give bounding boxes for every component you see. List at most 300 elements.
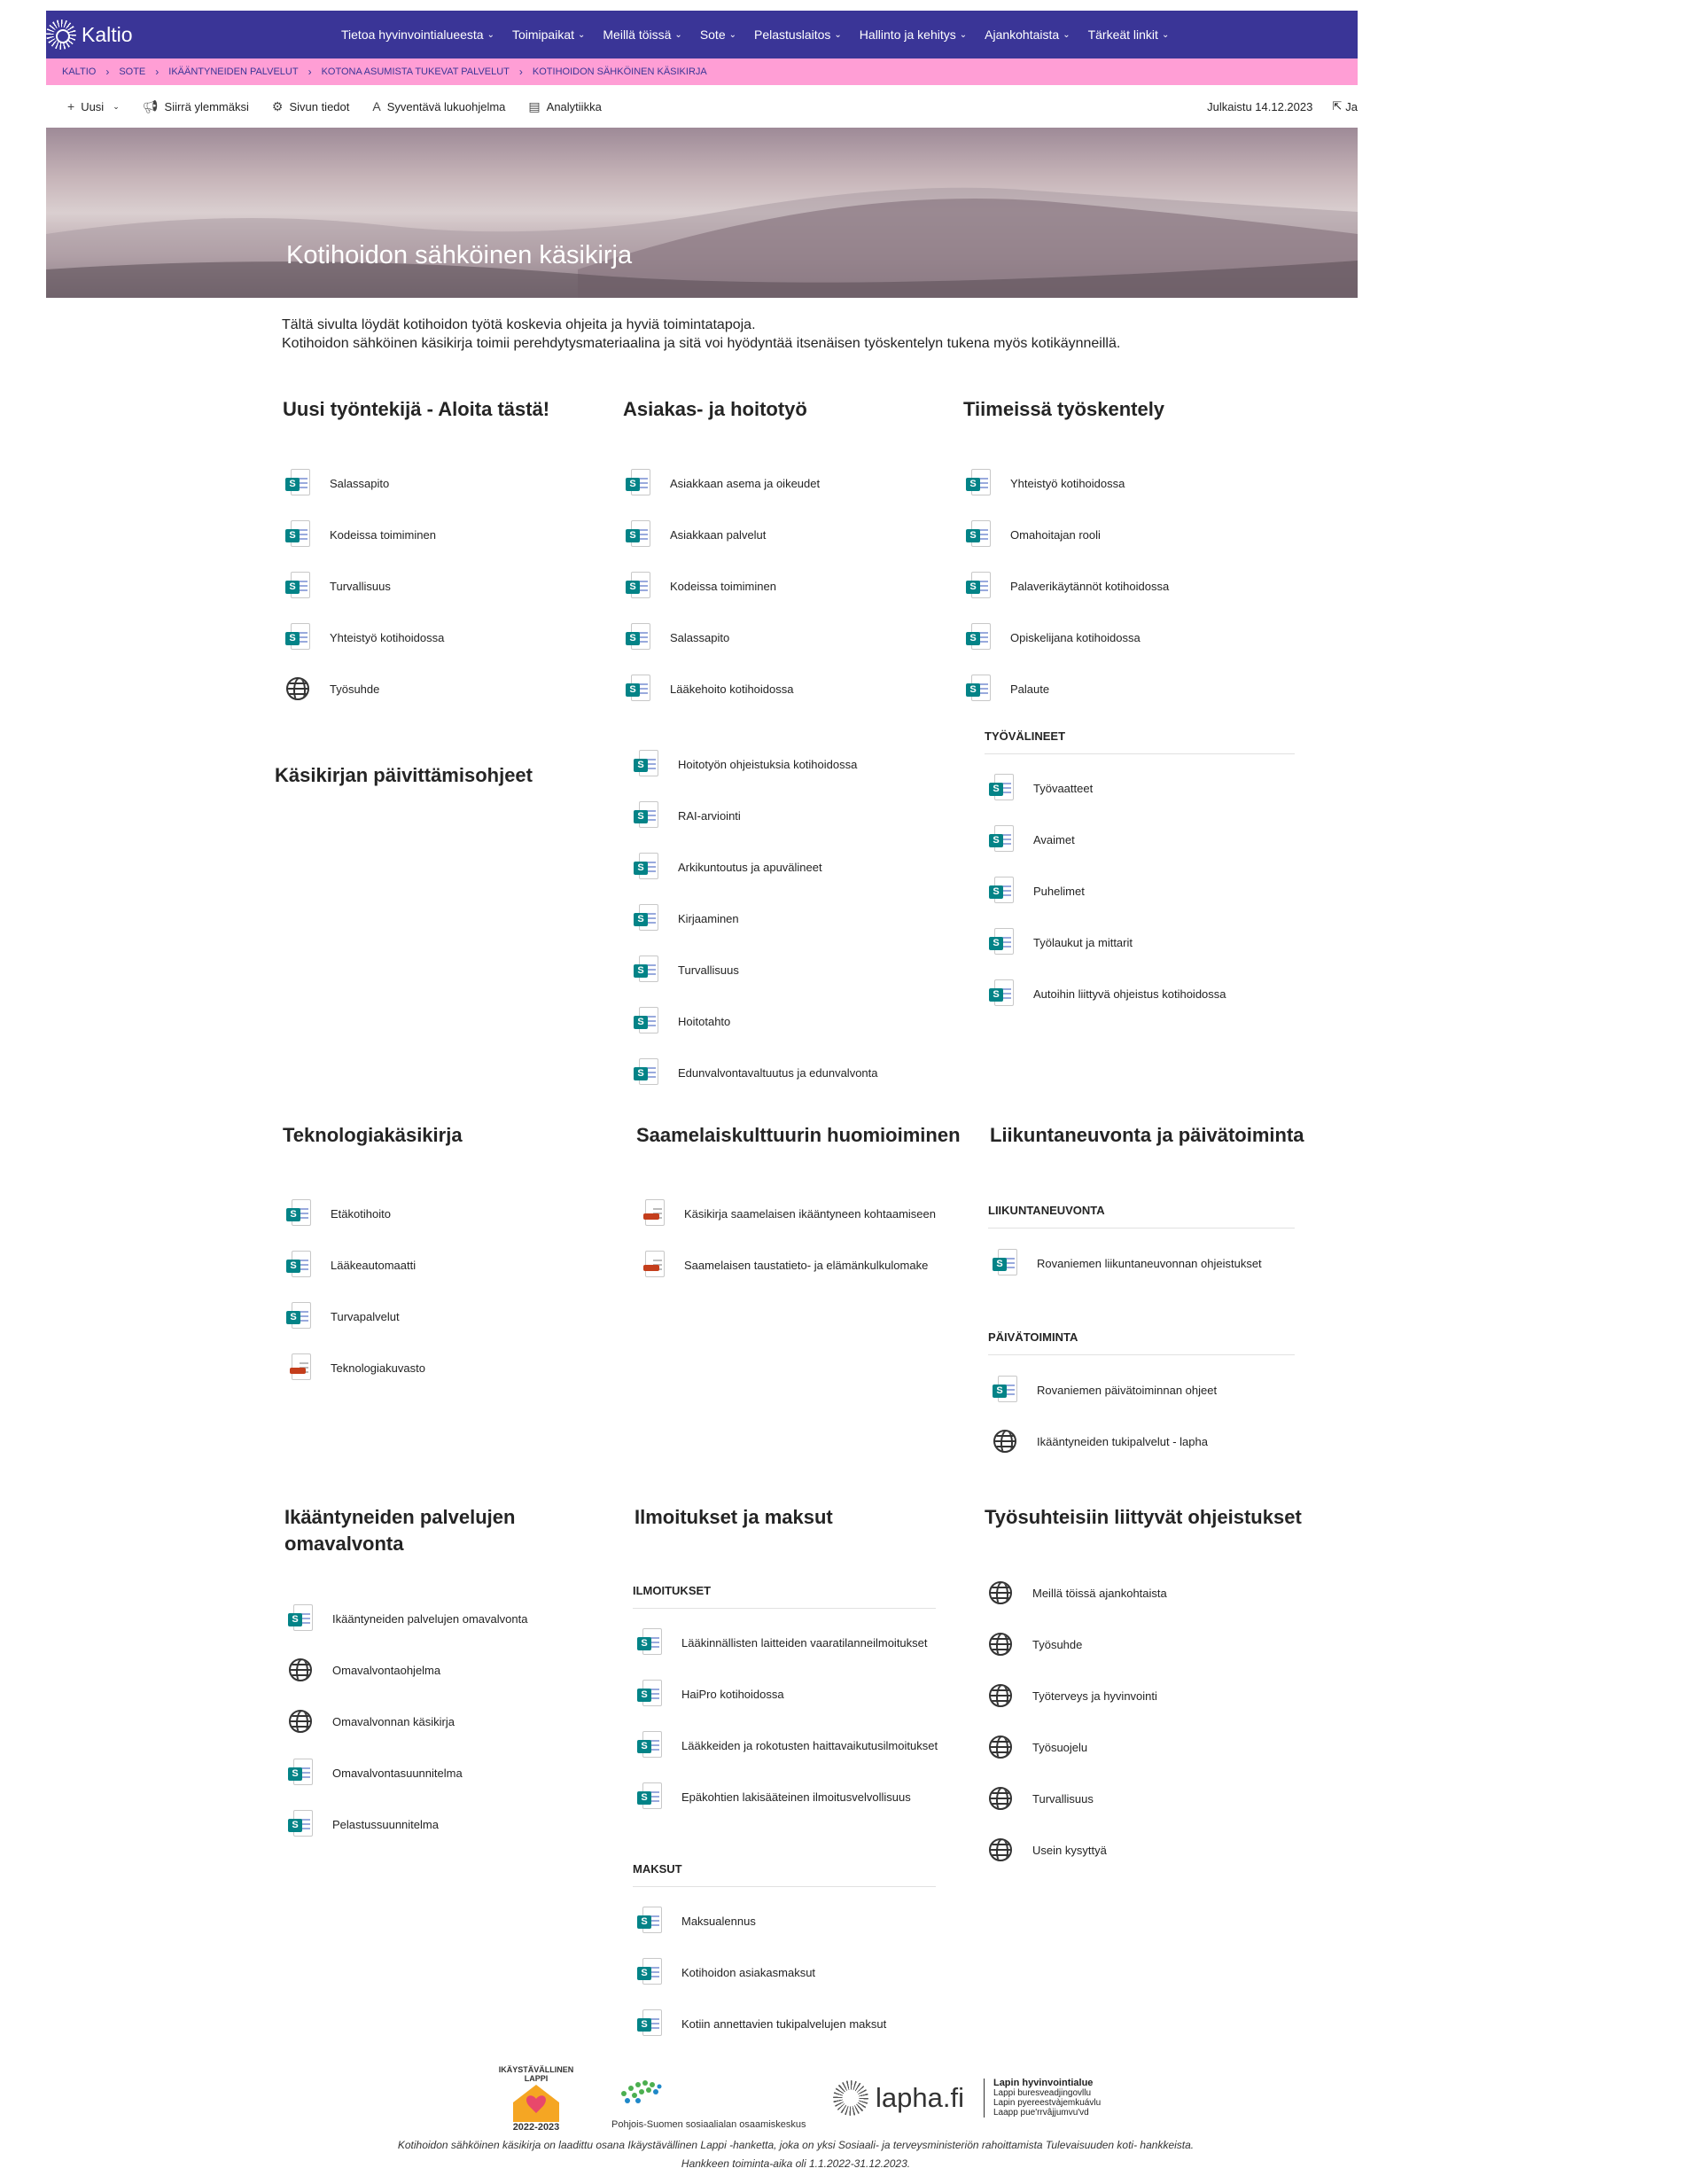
quicklink-item[interactable] <box>283 1188 425 1239</box>
sharepoint-glyph: S <box>966 572 991 600</box>
quicklink-label: Saamelaisen taustatieto- ja elämänkulkulomake <box>684 1258 929 1272</box>
self-monitoring-title-line-1: Ikääntyneiden palvelujen <box>284 1506 516 1528</box>
pss-logo <box>611 2076 815 2130</box>
sharepoint-page-icon <box>962 519 994 550</box>
quicklink-label: Kodeissa toimiminen <box>330 527 436 542</box>
quicklink-label: Etäkotihoito <box>331 1206 391 1221</box>
chevron-right-icon: › <box>518 66 523 78</box>
globe-glyph <box>289 1710 312 1733</box>
quicklink-item[interactable] <box>985 1618 1167 1670</box>
quicklink-item[interactable] <box>622 560 820 612</box>
quicklink-item[interactable] <box>634 1771 938 1822</box>
section-title-self-monitoring <box>284 1504 515 1557</box>
sharepoint-glyph: S <box>285 623 310 651</box>
sharepoint-page-icon <box>962 673 994 705</box>
sharepoint-page-icon <box>283 1249 315 1281</box>
chevron-down-icon: ⌄ <box>1161 29 1170 40</box>
quicklinks-notices <box>634 1617 938 1822</box>
quicklink-label: Turvapalvelut <box>331 1309 400 1323</box>
chevron-down-icon: ⌄ <box>113 101 120 111</box>
sharepoint-page-icon <box>622 621 654 653</box>
sharepoint-glyph: S <box>989 928 1014 956</box>
sharepoint-glyph: S <box>626 675 650 703</box>
quicklink-label: Työsuhde <box>1032 1637 1083 1651</box>
quicklink-label: Epäkohtien lakisääteinen ilmoitusvelvollisuus <box>681 1790 911 1804</box>
top-navigation <box>46 11 1358 58</box>
breadcrumb-item[interactable]: SOTE <box>119 66 146 77</box>
chevron-down-icon: ⌄ <box>674 29 682 40</box>
chevron-right-icon: › <box>155 66 160 78</box>
quicklink-item[interactable] <box>630 995 878 1047</box>
sharepoint-page-icon <box>630 1057 662 1088</box>
sharepoint-glyph: S <box>993 1249 1017 1277</box>
quicklink-label: Meillä töissä ajankohtaista <box>1032 1586 1167 1600</box>
nav-item-label: Toimipaikat <box>511 27 574 42</box>
nav-item-2[interactable] <box>603 27 681 42</box>
quicklink-item[interactable] <box>282 457 444 509</box>
sharepoint-page-icon <box>283 1300 315 1332</box>
quicklink-item[interactable] <box>283 1291 425 1342</box>
site-logo-text: Kaltio <box>82 22 133 46</box>
globe-glyph <box>993 1430 1016 1453</box>
quicklink-item[interactable] <box>985 1824 1167 1876</box>
quicklink-label: Opiskelijana kotihoidossa <box>1010 630 1141 644</box>
sharepoint-glyph: S <box>637 1731 662 1759</box>
quicklink-item[interactable] <box>283 1342 425 1393</box>
globe-icon <box>282 673 314 705</box>
quicklinks-sami-culture <box>636 1188 936 1291</box>
nav-menu <box>341 11 1187 58</box>
quicklinks-teamwork <box>962 457 1169 714</box>
page-details-button[interactable] <box>272 99 350 114</box>
sharepoint-glyph: S <box>637 1628 662 1657</box>
quicklink-label: Kotihoidon asiakasmaksut <box>681 1965 816 1979</box>
subheading-tools: TYÖVÄLINEET <box>985 729 1295 754</box>
sharepoint-glyph: S <box>634 956 658 984</box>
quicklink-label: Asiakkaan asema ja oikeudet <box>670 476 821 490</box>
sharepoint-page-icon <box>622 519 654 550</box>
nav-item-label: Meillä töissä <box>603 27 672 42</box>
sharepoint-page-icon <box>634 1626 666 1658</box>
section-title-notices-fees: Ilmoitukset ja maksut <box>635 1506 833 1528</box>
quicklink-label: Usein kysyttyä <box>1032 1843 1107 1857</box>
quicklink-item[interactable] <box>630 1047 878 1098</box>
quicklink-label: Autoihin liittyvä ohjeistus kotihoidossa <box>1033 987 1226 1001</box>
quicklink-item[interactable] <box>630 738 878 790</box>
breadcrumb-item[interactable]: KOTIHOIDON SÄHKÖINEN KÄSIKIRJA <box>532 66 707 77</box>
sharepoint-page-icon <box>630 1005 662 1037</box>
sharepoint-page-icon <box>989 1374 1021 1406</box>
sharepoint-page-icon <box>985 875 1017 907</box>
sharepoint-glyph: S <box>989 774 1014 802</box>
share-icon[interactable]: ⇱ <box>1332 99 1343 113</box>
sharepoint-glyph: S <box>626 469 650 497</box>
quicklink-label: Salassapito <box>330 476 390 490</box>
new-button[interactable] <box>67 99 120 113</box>
pdf-glyph <box>640 1251 665 1279</box>
sharepoint-page-icon <box>284 1757 316 1789</box>
quicklink-item[interactable] <box>985 916 1226 968</box>
chevron-down-icon: ⌄ <box>728 29 737 40</box>
quicklink-label: Kodeissa toimiminen <box>670 579 776 593</box>
sharepoint-glyph: S <box>626 572 650 600</box>
quicklink-label: Arkikuntoutus ja apuvälineet <box>678 860 822 874</box>
quicklink-label: Omavalvontaohjelma <box>332 1663 441 1677</box>
sharepoint-glyph: S <box>634 801 658 830</box>
lapha-side-line: Lapin pyereestvàjemkuávlu <box>993 2098 1102 2108</box>
plus-icon: + <box>67 99 75 113</box>
quicklink-item[interactable] <box>622 663 820 714</box>
quicklinks-tools <box>985 762 1226 1019</box>
immersive-reader-icon: A <box>372 99 381 113</box>
analytics-icon: ▤ <box>528 98 541 113</box>
quicklink-label: Omavalvontasuunnitelma <box>332 1766 463 1780</box>
lapha-side-line: Lappi buresveadjingovllu <box>993 2088 1092 2098</box>
quicklink-item[interactable] <box>622 509 820 560</box>
quicklink-item[interactable] <box>283 1239 425 1291</box>
breadcrumb-item[interactable]: KOTONA ASUMISTA TUKEVAT PALVELUT <box>321 66 510 77</box>
chevron-right-icon: › <box>308 66 312 78</box>
page-details-label: Sivun tiedot <box>289 99 350 113</box>
quicklink-label: Työvaatteet <box>1033 781 1094 795</box>
self-monitoring-title-line-2: omavalvonta <box>284 1533 404 1555</box>
section-title-teamwork: Tiimeissä työskentely <box>963 398 1165 420</box>
sharepoint-page-icon <box>282 570 314 602</box>
quicklink-label: Ikääntyneiden tukipalvelut - lapha <box>1037 1434 1208 1448</box>
globe-icon <box>989 1425 1021 1457</box>
sharepoint-glyph: S <box>286 1199 311 1228</box>
quicklink-item[interactable] <box>634 1895 886 1946</box>
quicklink-item[interactable] <box>962 509 1169 560</box>
sharepoint-glyph: S <box>626 520 650 549</box>
quicklink-label: Turvallisuus <box>678 963 739 977</box>
breadcrumb <box>46 58 1358 85</box>
sharepoint-glyph: S <box>637 1680 662 1708</box>
quicklink-label: Pelastussuunnitelma <box>332 1817 439 1831</box>
quicklinks-client-care <box>622 457 820 714</box>
section-title-technology: Teknologiakäsikirja <box>283 1124 463 1146</box>
chevron-down-icon: ⌄ <box>1063 29 1070 40</box>
chevron-down-icon: ⌄ <box>487 29 494 40</box>
sharepoint-page-icon <box>630 800 662 831</box>
quicklink-item[interactable] <box>630 944 878 995</box>
quicklink-label: Rovaniemen liikuntaneuvonnan ohjeistukset <box>1037 1256 1262 1270</box>
sharepoint-page-icon <box>985 978 1017 1010</box>
globe-glyph <box>989 1684 1012 1707</box>
quicklink-label: Puhelimet <box>1033 884 1085 898</box>
lapha-text: lapha.fi <box>876 2082 964 2113</box>
quicklink-item[interactable] <box>634 1617 938 1668</box>
sharepoint-page-icon <box>282 621 314 653</box>
subheading-day-activity: PÄIVÄTOIMINTA <box>988 1330 1295 1355</box>
ikaystavallinen-lappi-badge <box>492 2063 580 2134</box>
quicklink-item[interactable] <box>985 968 1226 1019</box>
sharepoint-glyph: S <box>286 1302 311 1330</box>
quicklink-label: Yhteistyö kotihoidossa <box>330 630 445 644</box>
quicklink-item[interactable] <box>989 1416 1217 1467</box>
sharepoint-page-icon <box>962 467 994 499</box>
sharepoint-page-icon <box>962 621 994 653</box>
globe-icon <box>284 1654 316 1686</box>
promote-label: Siirrä ylemmäksi <box>164 99 249 113</box>
intro-line-1: Tältä sivulta löydät kotihoidon työtä koskevia ohjeita ja hyviä toimintatapoja. <box>282 317 756 332</box>
promote-button[interactable] <box>143 99 249 114</box>
quicklink-label: Palaute <box>1010 682 1050 696</box>
sharepoint-page-icon <box>283 1197 315 1229</box>
quicklink-label: Lääkehoito kotihoidossa <box>670 682 794 696</box>
pss-leaves-icon <box>611 2076 682 2111</box>
quicklink-label: Käsikirja saamelaisen ikääntyneen kohtaamiseen <box>684 1206 936 1221</box>
sharepoint-page-icon <box>962 570 994 602</box>
nav-item-label: Tietoa hyvinvointialueesta <box>341 27 484 42</box>
analytics-button[interactable] <box>528 99 601 114</box>
globe-glyph <box>989 1633 1012 1656</box>
sharepoint-page-icon <box>282 519 314 550</box>
quicklink-item[interactable] <box>985 1773 1167 1824</box>
pdf-file-icon <box>636 1197 668 1229</box>
quicklink-item[interactable] <box>985 814 1226 865</box>
share-label[interactable]: Ja <box>1345 99 1358 113</box>
sharepoint-page-icon <box>985 772 1017 804</box>
sharepoint-glyph: S <box>637 1782 662 1811</box>
quicklink-item[interactable] <box>636 1239 936 1291</box>
globe-glyph <box>989 1787 1012 1810</box>
quicklink-item[interactable] <box>630 841 878 893</box>
quicklink-item[interactable] <box>634 1668 938 1720</box>
nav-item-label: Tärkeät linkit <box>1087 27 1158 42</box>
section-title-sami-culture: Saamelaiskulttuurin huomioiminen <box>636 1124 961 1146</box>
nav-item-6[interactable] <box>985 27 1070 42</box>
quicklink-label: Työlaukut ja mittarit <box>1033 935 1133 949</box>
nav-item-label: Sote <box>699 27 726 42</box>
quicklink-item[interactable] <box>985 1721 1167 1773</box>
sharepoint-glyph: S <box>286 1251 311 1279</box>
quicklink-item[interactable] <box>284 1593 527 1644</box>
sharepoint-page-icon <box>634 1781 666 1813</box>
sharepoint-page-icon <box>634 1956 666 1988</box>
sharepoint-page-icon <box>622 467 654 499</box>
quicklink-item[interactable] <box>284 1798 527 1850</box>
pdf-file-icon <box>636 1249 668 1281</box>
sharepoint-page-icon <box>622 673 654 705</box>
sharepoint-page-icon <box>630 851 662 883</box>
quicklink-item[interactable] <box>962 612 1169 663</box>
chevron-down-icon: ⌄ <box>578 29 586 40</box>
quicklinks-day-activity <box>989 1364 1217 1467</box>
subheading-notices: ILMOITUKSET <box>633 1584 936 1609</box>
sharepoint-glyph: S <box>966 520 991 549</box>
quicklinks-new-employee <box>282 457 444 714</box>
quicklinks-exercise-counselling <box>989 1237 1262 1289</box>
sharepoint-page-icon <box>985 926 1017 958</box>
sharepoint-glyph: S <box>288 1810 313 1838</box>
footer-caption-line-1: Kotihoidon sähköinen käsikirja on laadittu osana Ikäystävällinen Lappi -hanketta, joka on yksi Sosiaali- ja terveysministeriön rahoittamista Tulevaisuuden koti- hankkeista. <box>397 2139 1195 2151</box>
globe-icon <box>985 1782 1016 1814</box>
globe-icon <box>985 1834 1016 1866</box>
sharepoint-glyph: S <box>966 675 991 703</box>
lapha-side-line: Laapp pue'rrvâjjumvu'vd <box>993 2108 1089 2118</box>
quicklink-label: Työsuojelu <box>1032 1740 1088 1754</box>
sharepoint-glyph: S <box>634 853 658 881</box>
section-title-new-employee: Uusi työntekijä - Aloita tästä! <box>283 398 550 420</box>
globe-glyph <box>989 1838 1012 1861</box>
quicklink-label: Turvallisuus <box>330 579 391 593</box>
quicklink-item[interactable] <box>634 1720 938 1771</box>
sharepoint-glyph: S <box>966 469 991 497</box>
quicklink-item[interactable] <box>282 509 444 560</box>
immersive-reader-button[interactable] <box>372 99 505 113</box>
globe-glyph <box>286 677 309 700</box>
sharepoint-glyph: S <box>288 1759 313 1787</box>
pdf-file-icon <box>283 1352 315 1384</box>
sharepoint-page-icon <box>622 570 654 602</box>
quicklink-label: Omahoitajan rooli <box>1010 527 1101 542</box>
chevron-down-icon: ⌄ <box>959 29 968 40</box>
quicklink-item[interactable] <box>989 1364 1217 1416</box>
globe-icon <box>284 1705 316 1737</box>
quicklink-label: Ikääntyneiden palvelujen omavalvonta <box>332 1611 528 1626</box>
immersive-reader-label: Syventävä lukuohjelma <box>386 99 506 113</box>
quicklink-item[interactable] <box>282 612 444 663</box>
quicklink-label: Kotiin annettavien tukipalvelujen maksut <box>681 2016 887 2031</box>
sharepoint-glyph: S <box>637 2009 662 2038</box>
quicklink-label: Teknologiakuvasto <box>331 1361 425 1375</box>
lapha-logo <box>833 2079 1101 2118</box>
quicklink-item[interactable] <box>282 663 444 714</box>
quicklink-item[interactable] <box>985 1567 1167 1618</box>
sharepoint-glyph: S <box>993 1376 1017 1404</box>
quicklink-label: Lääkkeiden ja rokotusten haittavaikutusilmoitukset <box>681 1738 938 1752</box>
sharepoint-glyph: S <box>637 1958 662 1986</box>
sharepoint-glyph: S <box>285 520 310 549</box>
globe-glyph <box>989 1581 1012 1604</box>
sharepoint-page-icon <box>284 1603 316 1634</box>
sharepoint-page-icon <box>630 954 662 986</box>
globe-icon <box>985 1628 1016 1660</box>
quicklink-item[interactable] <box>989 1237 1262 1289</box>
section-title-update-instructions: Käsikirjan päivittämisohjeet <box>275 764 533 786</box>
quicklink-label: Hoitotahto <box>678 1014 731 1028</box>
chevron-down-icon: ⌄ <box>834 29 842 40</box>
nav-item-5[interactable] <box>860 27 967 42</box>
kaltio-sun-icon <box>46 20 76 50</box>
quicklink-item[interactable] <box>282 560 444 612</box>
quicklink-label: Asiakkaan palvelut <box>670 527 767 542</box>
sharepoint-page-icon <box>630 748 662 780</box>
sharepoint-glyph: S <box>989 877 1014 905</box>
sharepoint-glyph: S <box>634 904 658 932</box>
intro-line-2: Kotihoidon sähköinen käsikirja toimii perehdytysmateriaalina ja sitä voi hyödyntää itsenäisen työskentelyn tukena myös kotikäynneillä. <box>282 336 1121 351</box>
megaphone-icon: 📢︎ <box>142 98 159 113</box>
pdf-glyph <box>640 1199 665 1228</box>
nav-item-7[interactable] <box>1088 27 1170 42</box>
section-title-exercise-day-activity: Liikuntaneuvonta ja päivätoiminta <box>990 1124 1304 1146</box>
quicklink-item[interactable] <box>634 1998 886 2049</box>
sharepoint-glyph: S <box>634 1058 658 1087</box>
lapha-sun-icon <box>833 2080 868 2116</box>
sharepoint-glyph: S <box>966 623 991 651</box>
nav-item-3[interactable] <box>700 27 736 42</box>
quicklink-label: Rovaniemen päivätoiminnan ohjeet <box>1037 1383 1218 1397</box>
sharepoint-page-icon <box>634 1678 666 1710</box>
quicklink-item[interactable] <box>630 790 878 841</box>
sharepoint-page-icon <box>284 1808 316 1840</box>
quicklink-item[interactable] <box>636 1188 936 1239</box>
sharepoint-page-icon <box>989 1247 1021 1279</box>
quicklink-item[interactable] <box>622 457 820 509</box>
page-title: Kotihoidon sähköinen käsikirja <box>286 241 633 269</box>
quicklink-label: Hoitotyön ohjeistuksia kotihoidossa <box>678 757 858 771</box>
quicklink-item[interactable] <box>622 612 820 663</box>
sharepoint-glyph: S <box>285 572 310 600</box>
chevron-right-icon: › <box>105 66 110 78</box>
lapha-side-line: Lapin hyvinvointialue <box>993 2078 1094 2088</box>
nav-item-label: Pelastuslaitos <box>754 27 831 42</box>
sharepoint-glyph: S <box>634 750 658 778</box>
lapha-side-text <box>984 2079 1101 2118</box>
quicklink-label: Turvallisuus <box>1032 1791 1094 1806</box>
sharepoint-page-icon <box>634 1729 666 1761</box>
quicklinks-fees <box>634 1895 886 2049</box>
quicklink-label: RAI-arviointi <box>678 808 741 823</box>
quicklink-item[interactable] <box>962 560 1169 612</box>
badge-years: 2022-2023 <box>512 2122 560 2133</box>
footer-caption-line-2: Hankkeen toiminta-aika oli 1.1.2022-31.12.2023. <box>681 2157 911 2170</box>
sharepoint-glyph: S <box>989 825 1014 854</box>
hero-banner <box>46 128 1358 298</box>
new-label: Uusi <box>81 99 105 113</box>
pss-text: Pohjois-Suomen sosiaalialan osaamiskeskus <box>611 2119 806 2130</box>
globe-glyph <box>989 1736 1012 1759</box>
nav-item-1[interactable] <box>512 27 585 42</box>
quicklinks-care-guidelines <box>630 738 878 1098</box>
nav-item-0[interactable] <box>341 27 494 42</box>
intro-text <box>282 316 1120 353</box>
site-logo[interactable] <box>46 11 161 58</box>
sharepoint-glyph: S <box>637 1907 662 1935</box>
nav-item-4[interactable] <box>754 27 842 42</box>
breadcrumb-item[interactable]: IKÄÄNTYNEIDEN PALVELUT <box>168 66 299 77</box>
breadcrumb-item[interactable]: KALTIO <box>62 66 97 77</box>
command-bar-right <box>1207 85 1358 128</box>
sharepoint-glyph: S <box>634 1007 658 1035</box>
badge-arc-text: IKÄYSTÄVÄLLINEN LAPPI <box>498 2065 574 2083</box>
command-bar <box>46 85 1358 128</box>
globe-glyph <box>289 1658 312 1681</box>
quicklink-item[interactable] <box>962 457 1169 509</box>
section-title-employment: Työsuhteisiin liittyvät ohjeistukset <box>985 1506 1302 1528</box>
quicklink-item[interactable] <box>985 1670 1167 1721</box>
quicklink-item[interactable] <box>962 663 1169 714</box>
published-date: Julkaistu 14.12.2023 <box>1207 99 1313 113</box>
quicklink-item[interactable] <box>630 893 878 944</box>
nav-item-label: Hallinto ja kehitys <box>859 27 956 42</box>
quicklink-item[interactable] <box>985 865 1226 916</box>
quicklink-label: Yhteistyö kotihoidossa <box>1010 476 1125 490</box>
quicklink-item[interactable] <box>284 1696 527 1747</box>
quicklink-item[interactable] <box>985 762 1226 814</box>
sharepoint-glyph: S <box>989 979 1014 1008</box>
gear-icon: ⚙ <box>271 98 284 113</box>
globe-icon <box>985 1731 1016 1763</box>
quicklink-item[interactable] <box>284 1644 527 1696</box>
quicklink-item[interactable] <box>634 1946 886 1998</box>
nav-item-label: Ajankohtaista <box>985 27 1060 42</box>
subheading-exercise-counselling: LIIKUNTANEUVONTA <box>988 1204 1295 1228</box>
sharepoint-page-icon <box>634 2008 666 2040</box>
quicklink-item[interactable] <box>284 1747 527 1798</box>
sharepoint-page-icon <box>630 902 662 934</box>
